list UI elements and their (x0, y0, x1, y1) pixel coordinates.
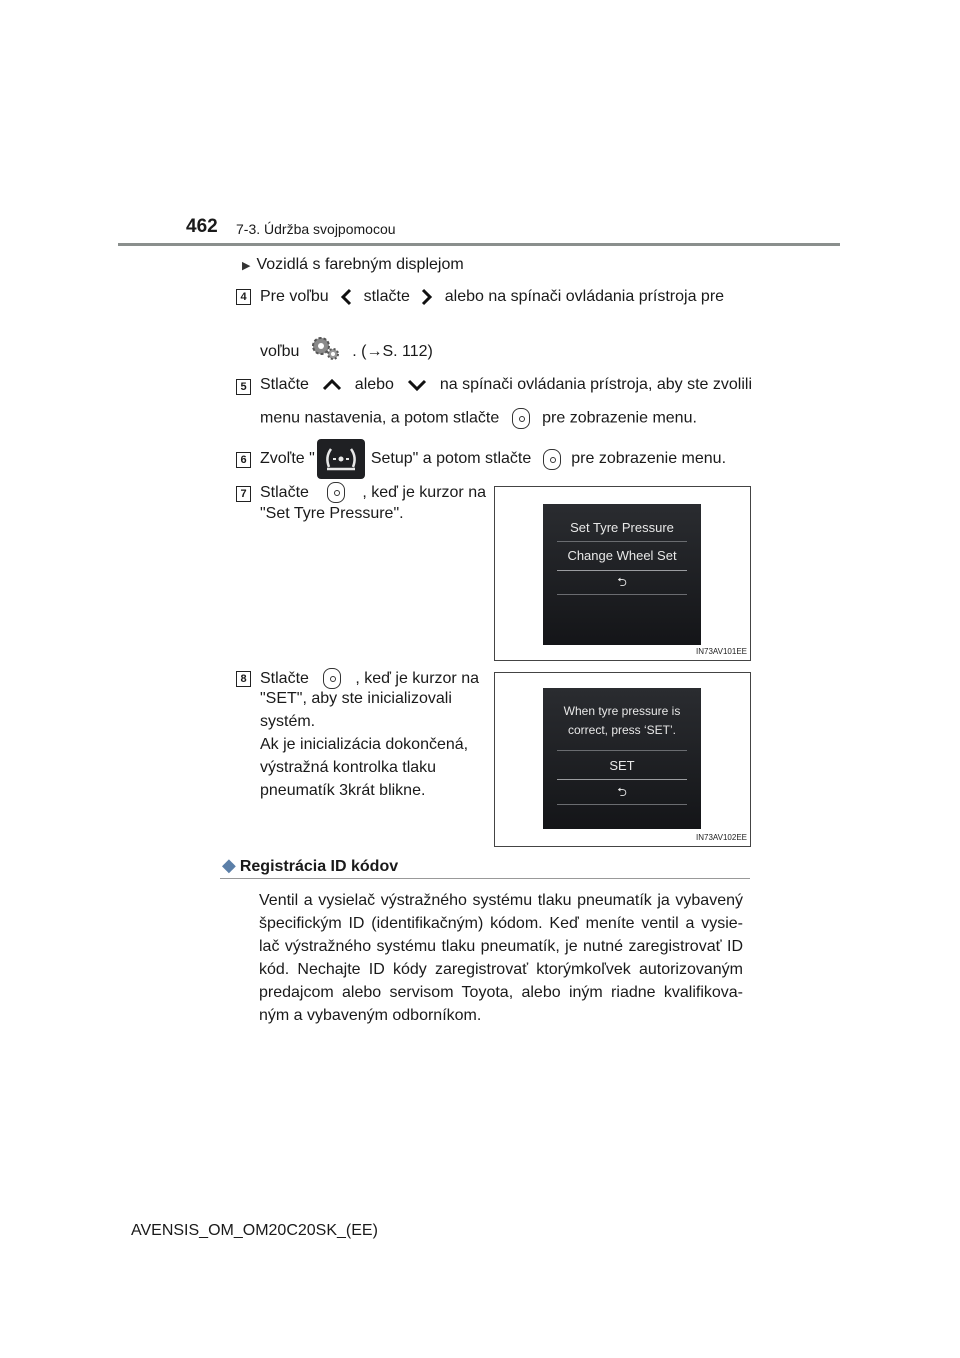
step-8-line-6: pneumatík 3krát blikne. (260, 782, 426, 799)
menu-divider (557, 779, 687, 780)
tyre-pressure-setup-icon (317, 439, 365, 479)
step-8-text-a: Stlačte (260, 669, 309, 687)
instrument-display-2 (543, 688, 701, 829)
registration-heading (222, 855, 398, 876)
document-footer: AVENSIS_OM_OM20C20SK_(EE) (131, 1222, 378, 1239)
registration-heading-text: Registrácia ID kódov (239, 858, 399, 875)
step-6-text-a: Zvoľte " (260, 450, 315, 467)
menu-divider (557, 750, 687, 751)
paragraph-line: predajcom alebo servisom Toyota, alebo iným riadne kvalifikova- (259, 984, 743, 1001)
step-8-line-1 (260, 668, 479, 689)
figure-code-2: IN73AV102EE (696, 833, 747, 842)
menu-divider (557, 594, 687, 595)
step-5-text-c: na spínači ovládania prístroja, aby ste zvolili (439, 376, 752, 393)
step-4-text-c: alebo na spínači ovládania prístroja pre (444, 288, 725, 306)
step-4-line-1 (260, 287, 724, 307)
step-6-text-b: Setup" a potom stlačte (370, 450, 532, 467)
step-6-line-1 (260, 439, 726, 479)
step-7-text-a: Stlačte (260, 483, 309, 501)
paragraph-line: lač výstražného systému tlaku pneumatík, je nutné zaregistrovať ID (259, 938, 743, 955)
step-8-text-b: , keď je kurzor na (355, 669, 479, 687)
step-6-text-c: pre zobrazenie menu. (571, 450, 727, 467)
enter-button-icon (512, 408, 530, 429)
chevron-right-icon (414, 287, 440, 307)
step-4-text-a: Pre voľbu (260, 288, 329, 306)
step-5-text-a: Stlačte (260, 376, 309, 393)
vehicle-type-line (242, 256, 464, 274)
section-title: 7-3. Údržba svojpomocou (236, 221, 396, 237)
step-number-4: 4 (236, 289, 251, 305)
step-4-text-d: voľbu (260, 343, 300, 360)
step-7-line-2: "Set Tyre Pressure". (260, 505, 404, 522)
diamond-bullet-icon: ◆ (222, 855, 236, 875)
heading-rule (220, 878, 750, 879)
step-5-line-1 (260, 376, 752, 394)
step-7-text-b: , keď je kurzor na (362, 483, 486, 501)
step-5-text-b: alebo (354, 376, 394, 393)
settings-gears-icon (306, 334, 346, 362)
step-number-6: 6 (236, 452, 251, 468)
step-number-8: 8 (236, 671, 251, 687)
display-illustration-1 (494, 486, 751, 661)
step-8-line-4: Ak je inicializácia dokončená, (260, 736, 469, 753)
step-number-5: 5 (236, 379, 251, 395)
step-4-text-b: stlačte (363, 288, 410, 306)
enter-button-icon (327, 482, 345, 503)
display-illustration-2 (494, 672, 751, 847)
chevron-up-icon (320, 376, 344, 394)
paragraph-line: ným a vybaveným odborníkom. (259, 1007, 482, 1024)
enter-button-icon (323, 668, 341, 689)
chevron-left-icon (333, 287, 359, 307)
figure-code-1: IN73AV101EE (696, 647, 747, 656)
enter-button-icon (543, 449, 561, 470)
menu-divider (557, 541, 687, 542)
step-4-page-ref: . (→S. 112) (352, 343, 433, 360)
menu-divider (557, 804, 687, 805)
step-8-line-3: systém. (260, 713, 316, 730)
triangle-bullet-icon: ▶ (242, 260, 251, 272)
step-5-line-2 (260, 408, 697, 429)
menu-option-change-wheel-set: Change Wheel Set (567, 548, 677, 563)
chevron-down-icon (405, 376, 429, 394)
menu-divider (557, 570, 687, 571)
step-4-line-2 (260, 334, 433, 362)
step-7-line-1 (260, 482, 486, 503)
paragraph-line: kód. Nechajte ID kódy zaregistrovať ktorýmkoľvek autorizovaným (259, 961, 743, 978)
menu-option-set: SET (609, 758, 635, 773)
page-number: 462 (186, 216, 218, 237)
header-rule (118, 243, 840, 246)
step-number-7: 7 (236, 486, 251, 502)
message-line-1: When tyre pressure is (563, 704, 681, 718)
step-5-text-d: menu nastavenia, a potom stlačte (260, 409, 500, 427)
step-8-line-2: "SET", aby ste inicializovali (260, 690, 452, 707)
step-5-text-e: pre zobrazenie menu. (542, 409, 697, 427)
registration-paragraph (259, 889, 743, 1027)
menu-option-set-tyre-pressure: Set Tyre Pressure (570, 520, 674, 535)
message-line-2: correct, press ‘SET’. (567, 723, 677, 737)
vehicle-type-label: Vozidlá s farebným displejom (256, 256, 464, 273)
paragraph-line: Ventil a vysielač výstražného systému tlaku pneumatík ja vybavený (259, 892, 743, 909)
back-arrow-icon: ⮌ (617, 785, 627, 799)
instrument-display-1 (543, 504, 701, 645)
paragraph-line: špecifickým ID (identifikačným) kódom. Keď meníte ventil a vysie- (259, 915, 743, 932)
back-arrow-icon: ⮌ (617, 575, 627, 589)
step-8-line-5: výstražná kontrolka tlaku (260, 759, 437, 776)
